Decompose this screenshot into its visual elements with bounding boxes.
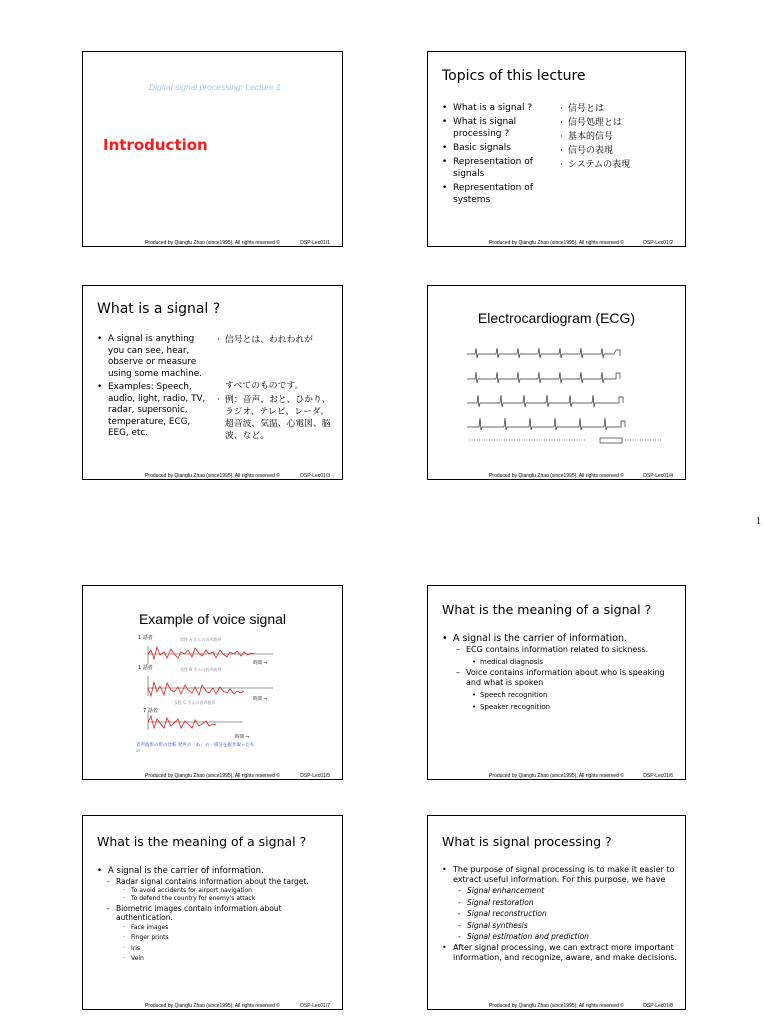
- list-item: • Examples: Speech, audio, light, radio, TV, radar, supersonic, temperature, ECG, EEG, etc.: [97, 382, 209, 440]
- slide-1: [82, 51, 343, 247]
- slide-3: [82, 285, 343, 480]
- ecg-strip-image: [465, 344, 665, 449]
- signal-list-jp: [217, 334, 333, 442]
- footer-code: DSP-Lec01/8: [643, 1003, 673, 1009]
- list-item: · 基本的信号: [560, 130, 670, 144]
- slide-title: What is a signal ?: [97, 301, 221, 317]
- slide-title: Introduction: [103, 136, 208, 154]
- sub-sub-item: • Speaker recognition: [472, 701, 676, 713]
- signal-list-en: [97, 334, 209, 440]
- footer-code: DSP-Lec01/7: [300, 1003, 330, 1009]
- list-item: • After signal processing, we can extract more important information, and recognize, aware, and make decisions.: [442, 943, 678, 963]
- topics-list-en: [442, 102, 544, 206]
- slide-2: [427, 51, 686, 247]
- footer-code: DSP-Lec01/5: [300, 773, 330, 779]
- list-item: · 信号の表現: [560, 144, 670, 158]
- list-item: · 信号とは: [560, 102, 670, 116]
- waveform-caption: 女性 C さんの音声波形: [174, 700, 216, 705]
- sub-sub-item: • medical diagnosis: [472, 656, 676, 668]
- sub-sub-item: · Iris: [123, 944, 337, 955]
- footer-credit: Produced by Qiangfu Zhao (since1995), All rights reserved ©: [489, 473, 624, 479]
- footer-credit: Produced by Qiangfu Zhao (since1995), All rights reserved ©: [489, 773, 624, 779]
- figure-note: 音声波形の形の比較 発声の「あ」の一部分を抜き取ったもの: [136, 743, 255, 754]
- slide-body: [97, 866, 337, 965]
- list-item: · システムの表現: [560, 158, 670, 172]
- list-item: • Representation of signals: [442, 156, 544, 180]
- list-item: • A signal is the carrier of information.: [442, 632, 676, 645]
- list-item: • Basic signals: [442, 142, 544, 154]
- sub-item: - Signal synthesis: [458, 920, 678, 932]
- footer-code: DSP-Lec01/1: [300, 240, 330, 246]
- slide-8: [427, 815, 686, 1010]
- list-item: · 信号とは、われわれが: [217, 334, 333, 346]
- page-number: 1: [756, 516, 761, 527]
- footer-credit: Produced by Qiangfu Zhao (since1995), All rights reserved ©: [145, 1003, 280, 1009]
- time-label: 時間 →: [253, 661, 268, 666]
- footer-credit: Produced by Qiangfu Zhao (since1995), All rights reserved ©: [489, 1003, 624, 1009]
- footer-code: DSP-Lec01/4: [643, 473, 673, 479]
- slide-6: [427, 585, 686, 780]
- list-item: • Representation of systems: [442, 182, 544, 206]
- footer-code: DSP-Lec01/2: [643, 240, 673, 246]
- sub-item: - Signal reconstruction: [458, 908, 678, 920]
- sub-sub-item: • Speech recognition: [472, 689, 676, 701]
- course-label: Digital signal processing: Lecture 1: [149, 82, 281, 92]
- slide-body: [442, 632, 676, 713]
- list-item: • What is signal processing ?: [442, 116, 544, 140]
- sub-sub-item: · To defend the country for enemy’s attack: [123, 895, 337, 904]
- list-item: · 例：音声、おと、ひかり、ラジオ、テレビ、レーダ、超音波、気温、心電図、脳波、など。: [217, 394, 333, 442]
- time-label: 時間 →: [235, 735, 250, 740]
- sub-item: - Radar signal contains information about the target.: [107, 877, 337, 887]
- list-item: • What is a signal ?: [442, 102, 544, 114]
- sub-sub-item: · Face images: [123, 923, 337, 934]
- list-item: すべてのものです。: [225, 381, 304, 391]
- footer-credit: Produced by Qiangfu Zhao (since1995), All rights reserved ©: [145, 473, 280, 479]
- topics-list-jp: [560, 102, 670, 172]
- sub-sub-item: · Vein: [123, 954, 337, 965]
- sub-item: – Voice contains information about who is speaking and what is spoken: [456, 668, 676, 689]
- voice-figure: [138, 634, 288, 756]
- waveform-caption: 男性 B さんの音声波形: [180, 667, 222, 672]
- speaker-label: 1 話者: [138, 635, 153, 641]
- slide-7: [82, 815, 343, 1010]
- footer-credit: Produced by Qiangfu Zhao (since1995), All rights reserved ©: [145, 240, 280, 246]
- sub-item: – ECG contains information related to sickness.: [456, 645, 676, 656]
- speaker-label: 1 話者: [138, 665, 153, 671]
- sub-item: - Signal enhancement: [458, 885, 678, 897]
- list-item: • The purpose of signal processing is to make it easier to extract useful information. For this purpose, we have: [442, 865, 678, 885]
- sub-sub-item: · Finger prints: [123, 933, 337, 944]
- waveform-caption: 男性 A さんの音声波形: [180, 637, 222, 642]
- footer-code: DSP-Lec01/6: [643, 773, 673, 779]
- slide-title: Example of voice signal: [138, 611, 287, 627]
- slide-title: What is signal processing ?: [442, 834, 612, 849]
- slide-title: Electrocardiogram (ECG): [477, 310, 636, 326]
- list-item: • A signal is the carrier of information.: [97, 866, 337, 877]
- sub-item: - Signal restoration: [458, 897, 678, 909]
- slide-4: [427, 285, 686, 480]
- footer-credit: Produced by Qiangfu Zhao (since1995), All rights reserved ©: [145, 773, 280, 779]
- slide-title: Topics of this lecture: [442, 68, 586, 84]
- footer-credit: Produced by Qiangfu Zhao (since1995), All rights reserved ©: [489, 240, 624, 246]
- voice-waveforms: [138, 634, 288, 756]
- time-label: 時間 →: [253, 697, 268, 702]
- sub-item: - Signal estimation and prediction: [458, 931, 678, 943]
- speaker-label: 7 話者: [143, 708, 158, 714]
- slide-title: What is the meaning of a signal ?: [97, 834, 307, 849]
- slide-title: What is the meaning of a signal ?: [442, 602, 652, 617]
- slide-body: [442, 865, 678, 963]
- list-item: • A signal is anything you can see, hear, observe or measure using some machine.: [97, 334, 209, 380]
- sub-sub-item: · To avoid accidents for airport navigation: [123, 887, 337, 896]
- footer-code: DSP-Lec01/3: [300, 473, 330, 479]
- list-item: · 信号処理とは: [560, 116, 670, 130]
- slide-5: [82, 585, 343, 780]
- sub-item: - Biometric images contain information about authentication.: [107, 904, 337, 923]
